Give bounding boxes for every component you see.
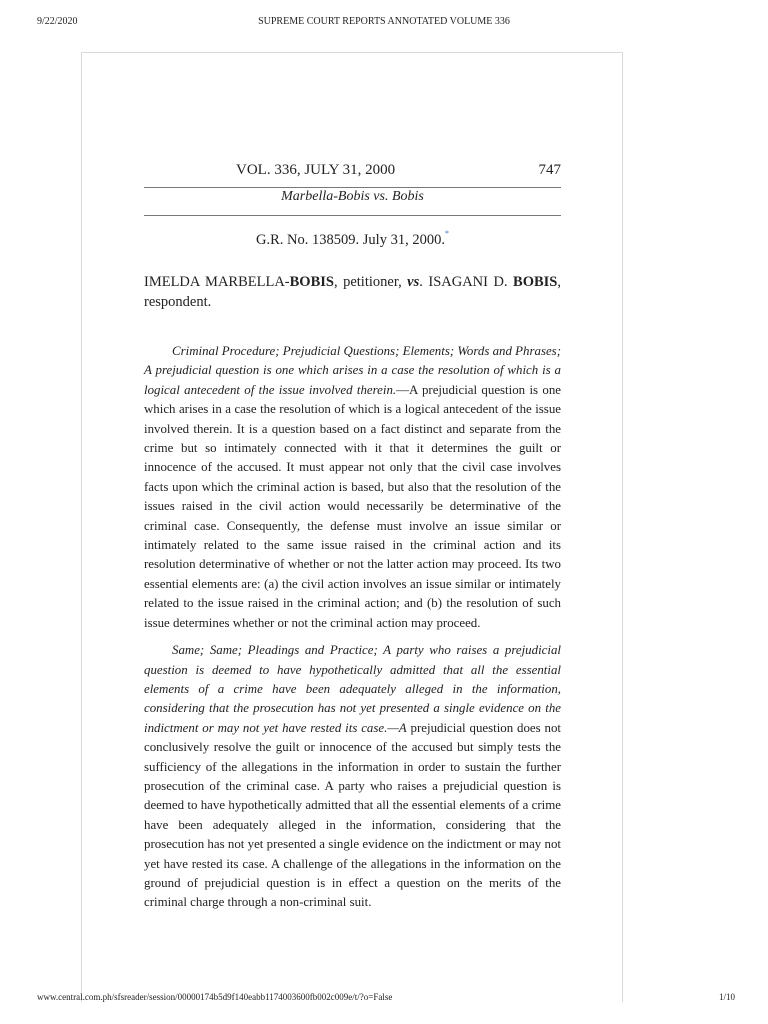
browser-print-header	[0, 16, 768, 32]
petitioner-name: IMELDA MARBELLA-	[144, 274, 290, 290]
browser-print-footer	[0, 992, 768, 1006]
versus: vs	[407, 274, 420, 290]
document-title: SUPREME COURT REPORTS ANNOTATED VOLUME 336	[258, 16, 510, 27]
document-page	[81, 52, 623, 1002]
print-date: 9/22/2020	[37, 16, 78, 27]
respondent-surname: BOBIS	[513, 274, 558, 290]
syllabus-body: prejudicial question does not conclusively resolve the guilt or innocence of the accused but simply tests the sufficiency of the allegations in the information in order to sustain the further prosecution of the criminal case. A party who raises a prejudicial question is deemed to have hypothetically admitted that all the essential elements of a crime have been adequately alleged in the information, considering that the prosecution has not yet presented a single evidence on the indictment or may not yet have rested its case. A challenge of the allegations in the information on the ground of prejudicial question is in effect a question on the merits of the criminal charge through a non-criminal suit.	[144, 720, 561, 910]
header-rule-top	[144, 187, 561, 188]
case-title-vs: vs.	[373, 189, 389, 204]
parties	[144, 272, 561, 312]
respondent-role: , respondent.	[144, 274, 561, 310]
syllabus	[144, 342, 561, 921]
respondent-name: . ISAGANI D.	[419, 274, 514, 290]
petitioner-role: , petitioner,	[333, 274, 408, 290]
petitioner-surname: BOBIS	[289, 274, 334, 290]
gr-number-text: G.R. No. 138509. July 31, 2000.	[256, 232, 445, 248]
page-number: 747	[538, 162, 561, 178]
syllabus-heading: Same; Same; Pleadings and Practice; A party who raises a prejudicial question is deemed to have hypothetically admitted that all the essential elements of a crime have been adequately alleged in the information, considering that the prosecution has not yet presented a single evidence on the indictment or may not yet have rested its case.—A	[144, 643, 561, 735]
case-title-left: Marbella-Bobis	[281, 189, 370, 204]
header-rule-bottom	[144, 215, 561, 216]
volume-label: VOL. 336, JULY 31, 2000	[236, 162, 396, 178]
case-title	[144, 189, 561, 205]
syllabus-paragraph	[144, 641, 561, 913]
page-url: www.central.com.ph/sfsreader/session/00000174b5d9f140eabb1174003600fb002c009e/t/?o=False	[37, 992, 393, 1002]
case-title-right: Bobis	[391, 189, 424, 204]
gr-number	[144, 229, 561, 249]
page-counter: 1/10	[718, 992, 735, 1002]
footnote-link[interactable]: *	[444, 229, 449, 238]
syllabus-paragraph	[144, 342, 561, 633]
syllabus-body: —A prejudicial question is one which arises in a case the resolution of which is a logical antecedent of the issue involved therein. It is a question based on a fact distinct and separate from the crime but so intimately connected with it that it determines the guilt or innocence of the accused. It must appear not only that the civil case involves facts upon which the criminal action is based, but also that the resolution of the issues raised in the civil action would necessarily be determinative of the criminal case. Consequently, the defense must involve an issue similar or intimately related to the same issue raised in the criminal action and its resolution determinative of whether or not the latter action may proceed. Its two essential elements are: (a) the civil action involves an issue similar or intimately related to the issue raised in the criminal action; and (b) the resolution of such issue determines whether or not the criminal action may proceed.	[144, 382, 561, 630]
syllabus-heading: Criminal Procedure; Prejudicial Questions; Elements; Words and Phrases; A prejudicial question is one which arises in a case the resolution of which is a logical antecedent of the issue involved therein.	[144, 344, 561, 397]
